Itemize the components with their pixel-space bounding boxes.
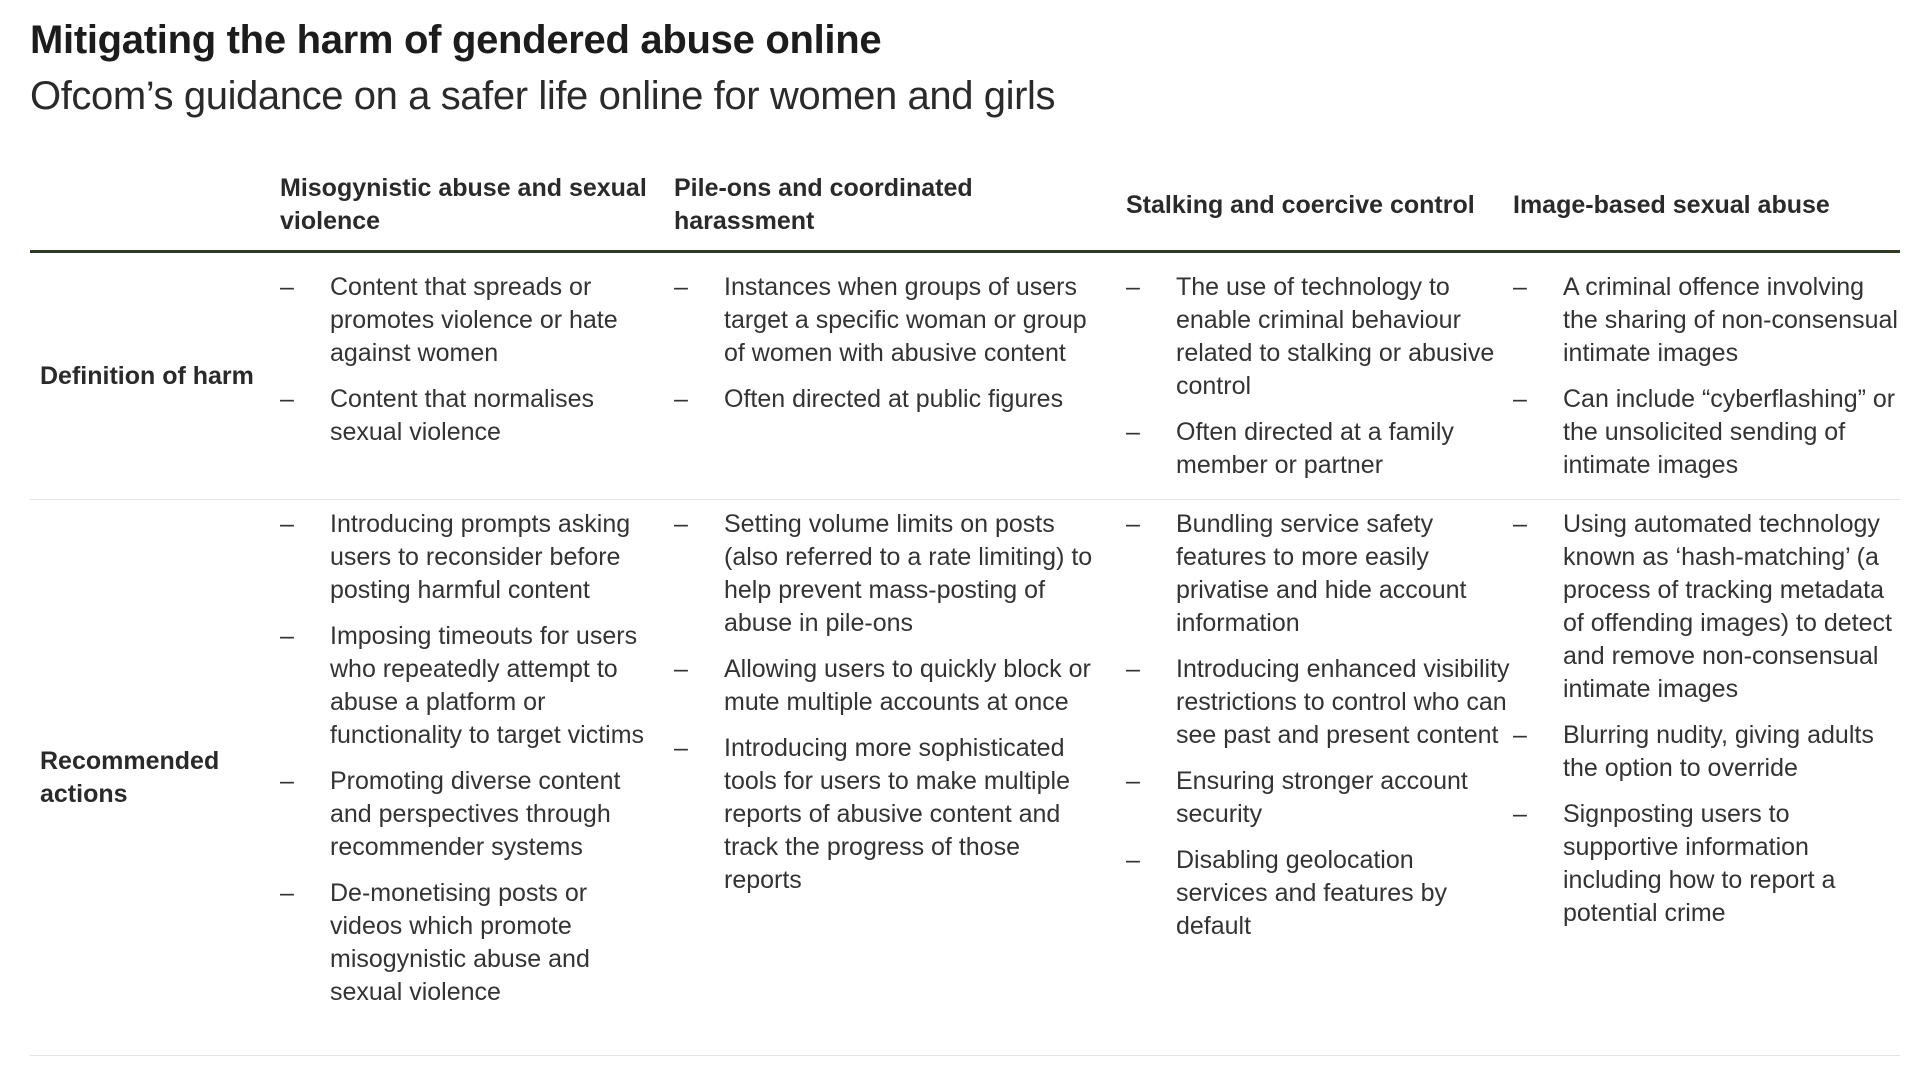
column-header-pile-ons: Pile-ons and coordinated harassment	[674, 174, 973, 235]
list-item	[1513, 719, 1903, 785]
dash-bullet-icon: –	[1126, 655, 1140, 683]
list-item	[280, 877, 650, 1009]
dash-bullet-icon: –	[674, 734, 688, 762]
list-item-text: A criminal offence involving the sharing of non-consensual intimate images	[1563, 273, 1898, 367]
column-header-stalking: Stalking and coercive control	[1126, 190, 1475, 219]
list-item	[674, 271, 1104, 370]
table-header-row	[30, 160, 1900, 253]
list-item	[1513, 508, 1903, 706]
dash-bullet-icon: –	[1126, 418, 1140, 446]
list-item-text: Disabling geolocation services and features by default	[1176, 846, 1447, 940]
table-row-definition	[30, 253, 1900, 500]
table-cell	[1513, 271, 1903, 495]
table-row-recommended-actions	[30, 500, 1900, 1056]
list-item-text: Setting volume limits on posts (also referred to a rate limiting) to help prevent mass-posting of abuse in pile-ons	[724, 510, 1093, 637]
list-item-text: Blurring nudity, giving adults the option to override	[1563, 721, 1874, 782]
dash-bullet-icon: –	[674, 385, 688, 413]
dash-bullet-icon: –	[1513, 510, 1527, 538]
list-item	[1126, 844, 1510, 943]
dash-bullet-icon: –	[1126, 273, 1140, 301]
table-cell	[1126, 271, 1510, 495]
list-item	[1126, 765, 1510, 831]
bullet-list	[674, 271, 1104, 416]
column-header-image-based-abuse: Image-based sexual abuse	[1513, 190, 1830, 219]
list-item	[280, 765, 650, 864]
list-item-text: Often directed at public figures	[724, 385, 1064, 413]
page-subtitle: Ofcom’s guidance on a safer life online for women and girls	[30, 74, 1056, 118]
table-cell	[674, 271, 1104, 429]
bullet-list	[1126, 508, 1510, 943]
list-item-text: Introducing more sophisticated tools for users to make multiple reports of abusive content and track the progress of those reports	[724, 734, 1070, 894]
list-item	[280, 620, 650, 752]
list-item	[674, 732, 1104, 897]
dash-bullet-icon: –	[1513, 273, 1527, 301]
list-item	[280, 508, 650, 607]
list-item	[1126, 416, 1510, 482]
bullet-list	[1126, 271, 1510, 482]
bullet-list	[280, 271, 650, 449]
page-title: Mitigating the harm of gendered abuse online	[30, 18, 882, 62]
dash-bullet-icon: –	[280, 385, 294, 413]
list-item-text: Introducing enhanced visibility restrictions to control who can see past and present content	[1176, 655, 1510, 749]
dash-bullet-icon: –	[1513, 800, 1527, 828]
dash-bullet-icon: –	[280, 510, 294, 538]
dash-bullet-icon: –	[674, 510, 688, 538]
row-label-definition: Definition of harm	[40, 361, 254, 390]
dash-bullet-icon: –	[1126, 846, 1140, 874]
list-item	[674, 383, 1104, 416]
column-header-misogynistic-abuse: Misogynistic abuse and sexual violence	[280, 174, 647, 235]
list-item	[674, 508, 1104, 640]
list-item	[1513, 271, 1903, 370]
list-item	[674, 653, 1104, 719]
list-item	[1126, 508, 1510, 640]
list-item-text: Imposing timeouts for users who repeatedly attempt to abuse a platform or functionality to target victims	[330, 622, 645, 749]
dash-bullet-icon: –	[1513, 385, 1527, 413]
list-item-text: Allowing users to quickly block or mute multiple accounts at once	[724, 655, 1091, 716]
dash-bullet-icon: –	[280, 622, 294, 650]
list-item-text: Promoting diverse content and perspectives through recommender systems	[330, 767, 621, 861]
list-item-text: The use of technology to enable criminal behaviour related to stalking or abusive control	[1176, 273, 1495, 400]
list-item-text: Instances when groups of users target a specific woman or group of women with abusive content	[724, 273, 1087, 367]
list-item-text: Ensuring stronger account security	[1176, 767, 1468, 828]
dash-bullet-icon: –	[280, 879, 294, 907]
list-item-text: Introducing prompts asking users to reconsider before posting harmful content	[330, 510, 631, 604]
list-item	[1126, 653, 1510, 752]
list-item-text: Signposting users to supportive information including how to report a potential crime	[1563, 800, 1836, 927]
list-item-text: Content that normalises sexual violence	[330, 385, 595, 446]
dash-bullet-icon: –	[1513, 721, 1527, 749]
row-label-recommended-actions: Recommended actions	[40, 746, 220, 808]
dash-bullet-icon: –	[280, 767, 294, 795]
bullet-list	[1513, 271, 1903, 482]
list-item-text: Using automated technology known as ‘hash-matching’ (a process of tracking metadata of offending images) to detect and remove non-consensual intimate images	[1563, 510, 1892, 703]
list-item	[1513, 798, 1903, 930]
list-item-text: Can include “cyberflashing” or the unsolicited sending of intimate images	[1563, 385, 1896, 479]
list-item	[1513, 383, 1903, 482]
dash-bullet-icon: –	[1126, 767, 1140, 795]
list-item	[280, 271, 650, 370]
table-cell	[1126, 508, 1510, 956]
bullet-list	[1513, 508, 1903, 930]
list-item-text: Often directed at a family member or partner	[1176, 418, 1454, 479]
list-item-text: De-monetising posts or videos which promote misogynistic abuse and sexual violence	[330, 879, 590, 1006]
dash-bullet-icon: –	[674, 655, 688, 683]
table-cell	[280, 508, 650, 1022]
dash-bullet-icon: –	[674, 273, 688, 301]
guidance-table	[30, 160, 1900, 1056]
table-cell	[280, 271, 650, 462]
list-item	[1126, 271, 1510, 403]
dash-bullet-icon: –	[1126, 510, 1140, 538]
table-cell	[1513, 508, 1903, 943]
list-item	[280, 383, 650, 449]
table-cell	[674, 508, 1104, 910]
bullet-list	[280, 508, 650, 1009]
list-item-text: Bundling service safety features to more easily privatise and hide account information	[1176, 510, 1467, 637]
bullet-list	[674, 508, 1104, 897]
dash-bullet-icon: –	[280, 273, 294, 301]
list-item-text: Content that spreads or promotes violence or hate against women	[330, 273, 618, 367]
